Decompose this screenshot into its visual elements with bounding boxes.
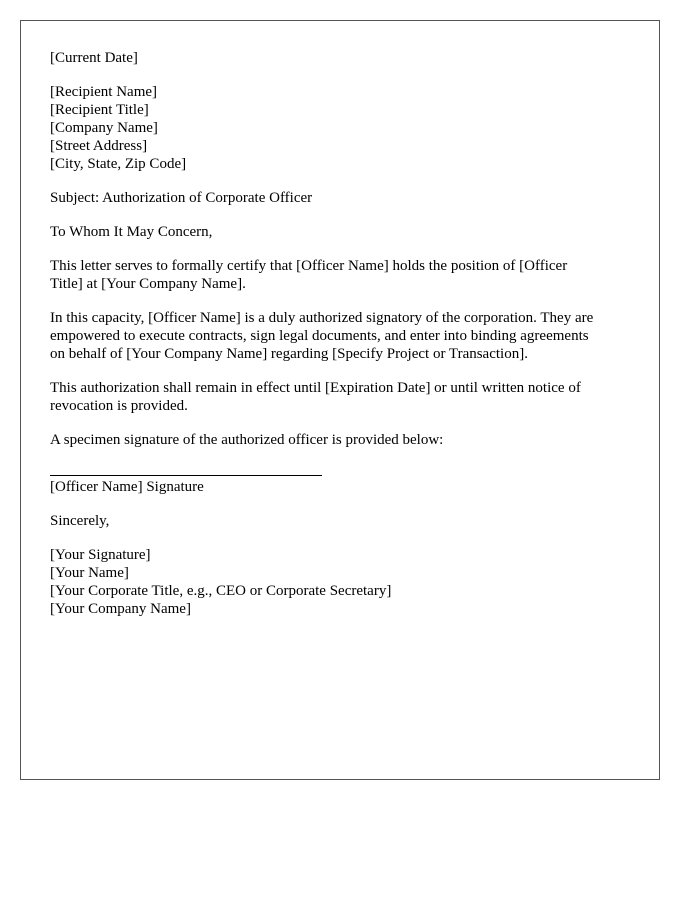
paragraph-signatory-authority bbox=[50, 309, 640, 363]
recipient-name: [Recipient Name] bbox=[50, 84, 158, 100]
spacer bbox=[50, 530, 640, 546]
sender-signature: [Your Signature] bbox=[50, 547, 151, 563]
sender-name: [Your Name] bbox=[50, 565, 129, 581]
letter-page bbox=[20, 20, 660, 780]
spacer bbox=[50, 363, 640, 379]
recipient-company: [Company Name] bbox=[50, 120, 158, 136]
recipient-street: [Street Address] bbox=[50, 138, 148, 154]
signature-line bbox=[50, 475, 322, 476]
spacer bbox=[50, 67, 640, 83]
letter-salutation: To Whom It May Concern, bbox=[50, 224, 213, 240]
spacer bbox=[50, 496, 640, 512]
sender-title: [Your Corporate Title, e.g., CEO or Corporate Secretary] bbox=[50, 583, 392, 599]
spacer bbox=[50, 415, 640, 431]
sender-company: [Your Company Name] bbox=[50, 601, 191, 617]
paragraph-line: Title] at [Your Company Name]. bbox=[50, 276, 246, 292]
letter-closing: Sincerely, bbox=[50, 513, 110, 529]
spacer bbox=[50, 173, 640, 189]
spacer bbox=[50, 207, 640, 223]
recipient-block bbox=[50, 83, 640, 173]
sender-block bbox=[50, 546, 640, 618]
paragraph-authorization-term bbox=[50, 379, 640, 415]
specimen-intro: A specimen signature of the authorized officer is provided below: bbox=[50, 432, 444, 448]
paragraph-line: This letter serves to formally certify that [Officer Name] holds the position of [Officer bbox=[50, 258, 568, 274]
letter-subject: Subject: Authorization of Corporate Officer bbox=[50, 190, 313, 206]
spacer bbox=[50, 241, 640, 257]
recipient-title: [Recipient Title] bbox=[50, 102, 149, 118]
paragraph-officer-position bbox=[50, 257, 640, 293]
recipient-city: [City, State, Zip Code] bbox=[50, 156, 187, 172]
paragraph-line: This authorization shall remain in effect until [Expiration Date] or until written notice of bbox=[50, 380, 581, 396]
letter-date: [Current Date] bbox=[50, 50, 138, 66]
paragraph-line: In this capacity, [Officer Name] is a duly authorized signatory of the corporation. They are bbox=[50, 310, 594, 326]
spacer bbox=[50, 293, 640, 309]
paragraph-line: on behalf of [Your Company Name] regarding [Specify Project or Transaction]. bbox=[50, 346, 528, 362]
signature-caption: [Officer Name] Signature bbox=[50, 479, 204, 495]
letter-body bbox=[50, 49, 640, 618]
paragraph-line: revocation is provided. bbox=[50, 398, 188, 414]
paragraph-line: empowered to execute contracts, sign legal documents, and enter into binding agreements bbox=[50, 328, 589, 344]
